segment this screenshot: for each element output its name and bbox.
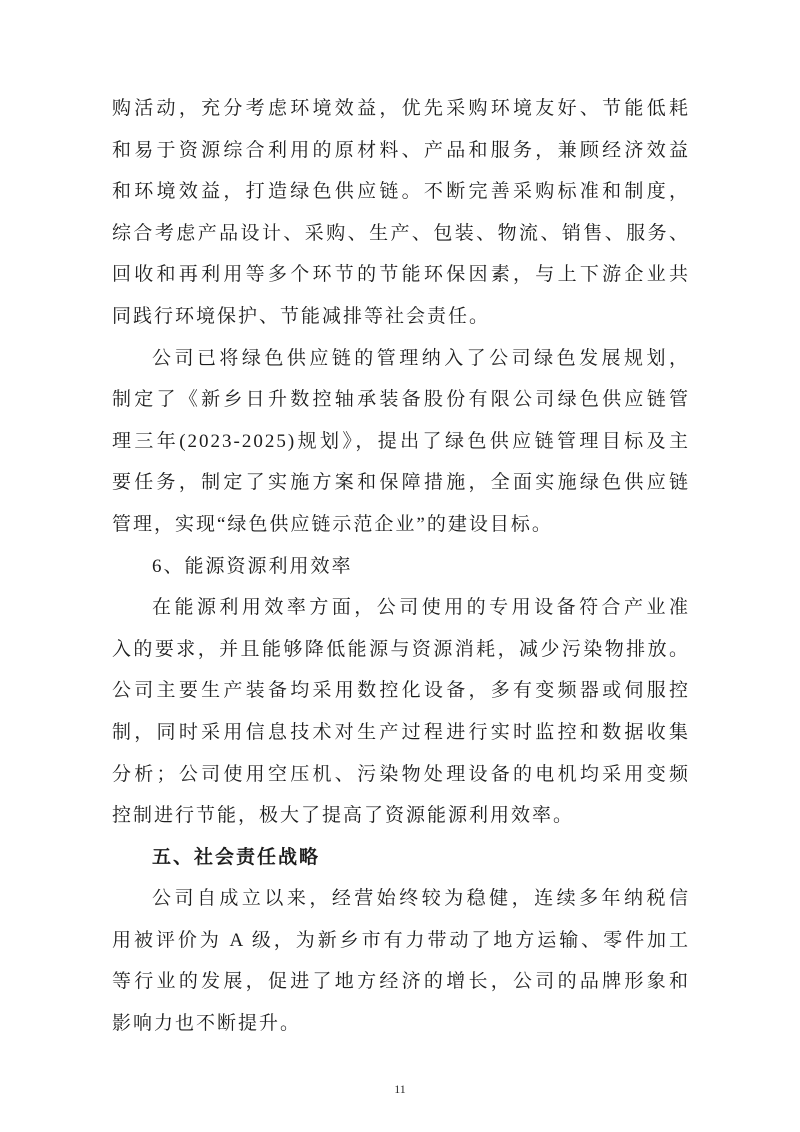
text-line: 等行业的发展，促进了地方经济的增长，公司的品牌形象和 <box>112 971 690 993</box>
text-line: 综合考虑产品设计、采购、生产、包装、物流、销售、服务、 <box>112 222 690 244</box>
text-line: 回收和再利用等多个环节的节能环保因素，与上下游企业共 <box>112 264 690 286</box>
text-line: 购活动，充分考虑环境效益，优先采购环境友好、节能低耗 <box>112 98 690 119</box>
text-line: 入的要求，并且能够降低能源与资源消耗，减少污染物排放。 <box>112 638 690 660</box>
text-line: 同践行环境保护、节能减排等社会责任。 <box>112 305 491 327</box>
text-line: 在能源利用效率方面，公司使用的专用设备符合产业准 <box>152 597 690 619</box>
text-line: 公司自成立以来，经营始终较为稳健，连续多年纳税信 <box>152 888 690 910</box>
text-line: 制，同时采用信息技术对生产过程进行实时监控和数据收集 <box>112 721 690 743</box>
text-line: 和易于资源综合利用的原材料、产品和服务，兼顾经济效益 <box>112 139 690 161</box>
text-line: 公司已将绿色供应链的管理纳入了公司绿色发展规划， <box>152 347 690 369</box>
text-line: 要任务，制定了实施方案和保障措施，全面实施绿色供应链 <box>112 472 690 494</box>
subsection-heading: 6、能源资源利用效率 <box>152 555 353 577</box>
text-line: 和环境效益，打造绿色供应链。不断完善采购标准和制度， <box>112 181 690 203</box>
text-line: 公司主要生产装备均采用数控化设备，多有变频器或伺服控 <box>112 680 690 702</box>
page-number: 11 <box>394 1082 406 1096</box>
text-line: 控制进行节能，极大了提高了资源能源利用效率。 <box>112 805 575 827</box>
document-body <box>112 88 690 1045</box>
text-line: 理三年(2023-2025)规划》，提出了绿色供应链管理目标及主 <box>112 430 690 452</box>
text-line: 影响力也不断提升。 <box>112 1013 302 1035</box>
text-line: 管理，实现“绿色供应链示范企业”的建设目标。 <box>112 513 553 535</box>
section-heading: 五、社会责任战略 <box>152 846 321 868</box>
text-line: 分析；公司使用空压机、污染物处理设备的电机均采用变频 <box>112 763 690 785</box>
text-line: 制定了《新乡日升数控轴承装备股份有限公司绿色供应链管 <box>112 389 690 411</box>
text-line: 用被评价为 A 级，为新乡市有力带动了地方运输、零件加工 <box>112 929 690 951</box>
page-footer <box>0 1080 800 1098</box>
